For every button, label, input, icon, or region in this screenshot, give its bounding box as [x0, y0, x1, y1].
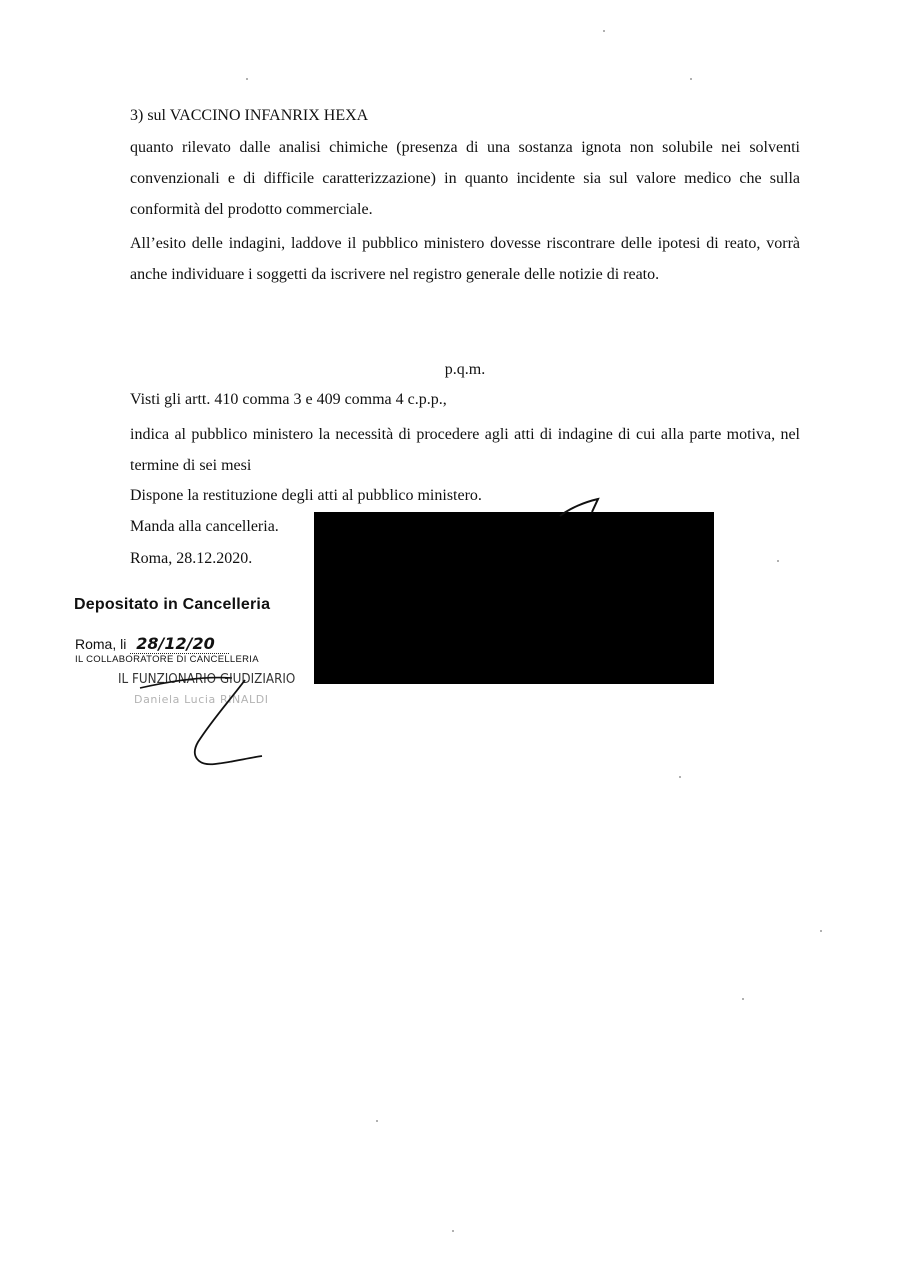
manda-line: Manda alla cancelleria. [130, 518, 279, 535]
paragraph-analysis: quanto rilevato dalle analisi chimiche (presenza di una sostanza ignota non solubile nei solventi convenzionali e di difficile caratterizzazione) in quanto incidente sia sul valore medico che sulla conformità del prodotto commerciale. [130, 139, 800, 218]
pqm-heading: p.q.m. [444, 361, 486, 378]
place-date-line: Roma, 28.12.2020. [130, 550, 253, 567]
stamp-name: Daniela Lucia RINALDI [134, 693, 269, 706]
stamp-role: IL FUNZIONARIO GIUDIZIARIO [118, 672, 296, 687]
judge-signature-stroke [560, 499, 598, 516]
stamp-handwritten-date: 28/12/20 [130, 634, 228, 654]
stamp-collaboratore: IL COLLABORATORE DI CANCELLERIA [75, 654, 259, 665]
dispone-line: Dispone la restituzione degli atti al pubblico ministero. [130, 487, 482, 504]
indica-paragraph: indica al pubblico ministero la necessità di procedere agli atti di indagine di cui alla parte motiva, nel termine di sei mesi [130, 426, 800, 474]
visti-line: Visti gli artt. 410 comma 3 e 409 comma 4 c.p.p., [130, 391, 447, 408]
stamp-roma-label: Roma, li [75, 636, 127, 652]
stamp-strike-stroke [140, 677, 232, 688]
stamp-title: Depositato in Cancelleria [74, 596, 271, 613]
paragraph-outcome: All’esito delle indagini, laddove il pubblico ministero dovesse riscontrare delle ipotesi di reato, vorrà anche individuare i soggetti da iscrivere nel registro generale delle notizie di reato. [130, 235, 800, 283]
section-heading: 3) sul VACCINO INFANRIX HEXA [130, 107, 369, 124]
clerk-signature-stroke [195, 680, 262, 764]
